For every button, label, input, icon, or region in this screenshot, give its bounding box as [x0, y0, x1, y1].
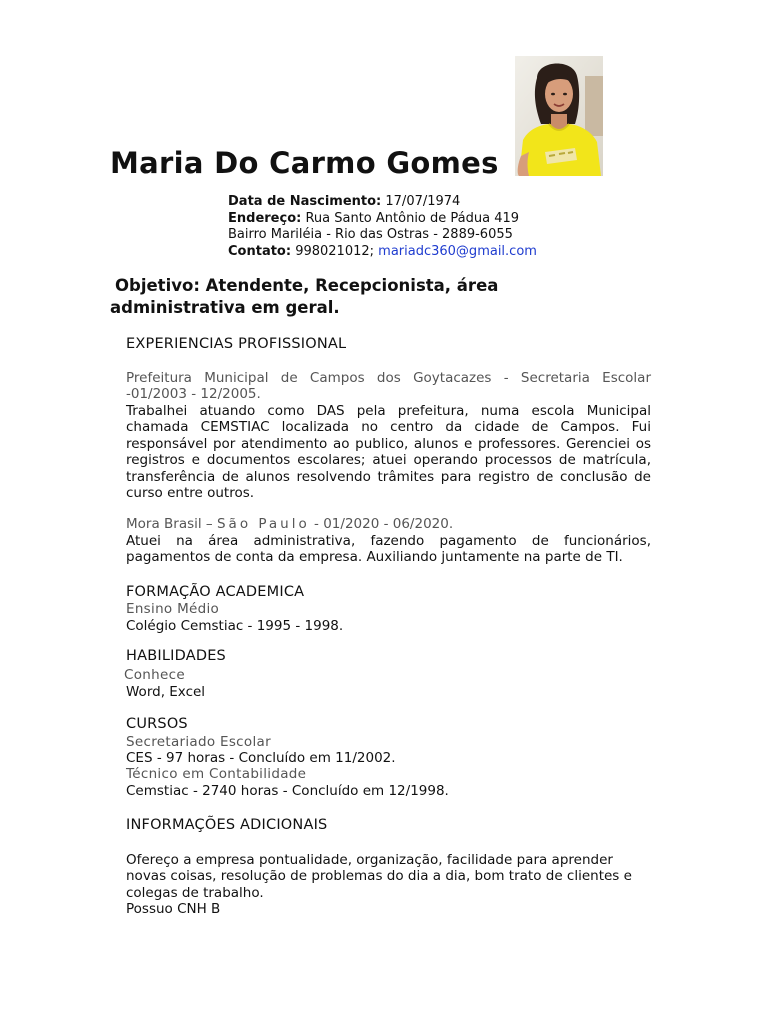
additional-info-heading: INFORMAÇÕES ADICIONAIS — [126, 817, 328, 833]
address-line-2: Bairro Mariléia - Rio das Ostras - 2889-6055 — [228, 227, 513, 242]
job-2-description: Atuei na área administrativa, fazendo pagamento de funcionários, pagamentos de conta da empresa. Auxiliando juntamente na parte de TI. — [126, 532, 651, 565]
objective — [110, 275, 630, 318]
contact-email-link[interactable]: mariadc360@gmail.com — [378, 243, 537, 259]
address-label: Endereço: — [228, 210, 302, 226]
course-2-name: Técnico em Contabilidade — [126, 766, 307, 782]
course-1-detail: CES - 97 horas - Concluído em 11/2002. — [126, 750, 396, 766]
objective-text: Objetivo: Atendente, Recepcionista, área administrativa em geral. — [110, 276, 499, 317]
job-2-title-dates: - 01/2020 - 06/2020. — [309, 516, 454, 532]
profile-photo — [515, 56, 603, 176]
education-school: Colégio Cemstiac - 1995 - 1998. — [126, 618, 344, 634]
courses-heading: CURSOS — [126, 716, 188, 732]
contact-label: Contato: — [228, 243, 292, 259]
contact-line — [228, 244, 537, 261]
course-1-name: Secretariado Escolar — [126, 734, 271, 750]
skills-heading: HABILIDADES — [126, 648, 226, 664]
address-value: Rua Santo Antônio de Pádua 419 — [305, 210, 520, 226]
driver-license: Possuo CNH B — [126, 901, 221, 917]
birth-date-line — [228, 194, 460, 211]
job-2-title-prefix: Mora Brasil – — [126, 516, 217, 532]
additional-info-text: Ofereço a empresa pontualidade, organização, facilidade para aprender novas coisas, resolução de problemas do dia a dia, bom trato de clientes e colegas de trabalho. — [126, 852, 632, 901]
skills-value: Word, Excel — [126, 684, 206, 700]
education-level: Ensino Médio — [126, 601, 220, 617]
course-2-detail: Cemstiac - 2740 horas - Concluído em 12/1998. — [126, 783, 449, 799]
job-1-description: Trabalhei atuando como DAS pela prefeitura, numa escola Municipal chamada CEMSTIAC localizada no centro da cidade de Campos. Fui responsável por atendimento ao publico, alunos e professores. Gerenciei os registros e documentos escolares; atuei operando processos de matrícula, transferência de alunos resolvendo trâmites para registro de conclusão de curso entre outros. — [126, 403, 651, 502]
candidate-name: Maria Do Carmo Gomes — [110, 146, 499, 180]
address-line — [228, 211, 519, 228]
experience-heading: EXPERIENCIAS PROFISSIONAL — [126, 336, 347, 352]
education-heading: FORMAÇÃO ACADEMICA — [126, 584, 305, 600]
job-1-title: Prefeitura Municipal de Campos dos Goytacazes - Secretaria Escolar -01/2003 - 12/2005. — [126, 370, 651, 403]
job-2-title — [126, 516, 651, 532]
skills-label: Conhece — [124, 667, 185, 683]
birth-date-label: Data de Nascimento: — [228, 194, 382, 209]
job-2-title-city: São Paulo — [216, 516, 310, 532]
birth-date-value: 17/07/1974 — [385, 194, 461, 209]
contact-phone: 998021012; — [295, 243, 375, 259]
